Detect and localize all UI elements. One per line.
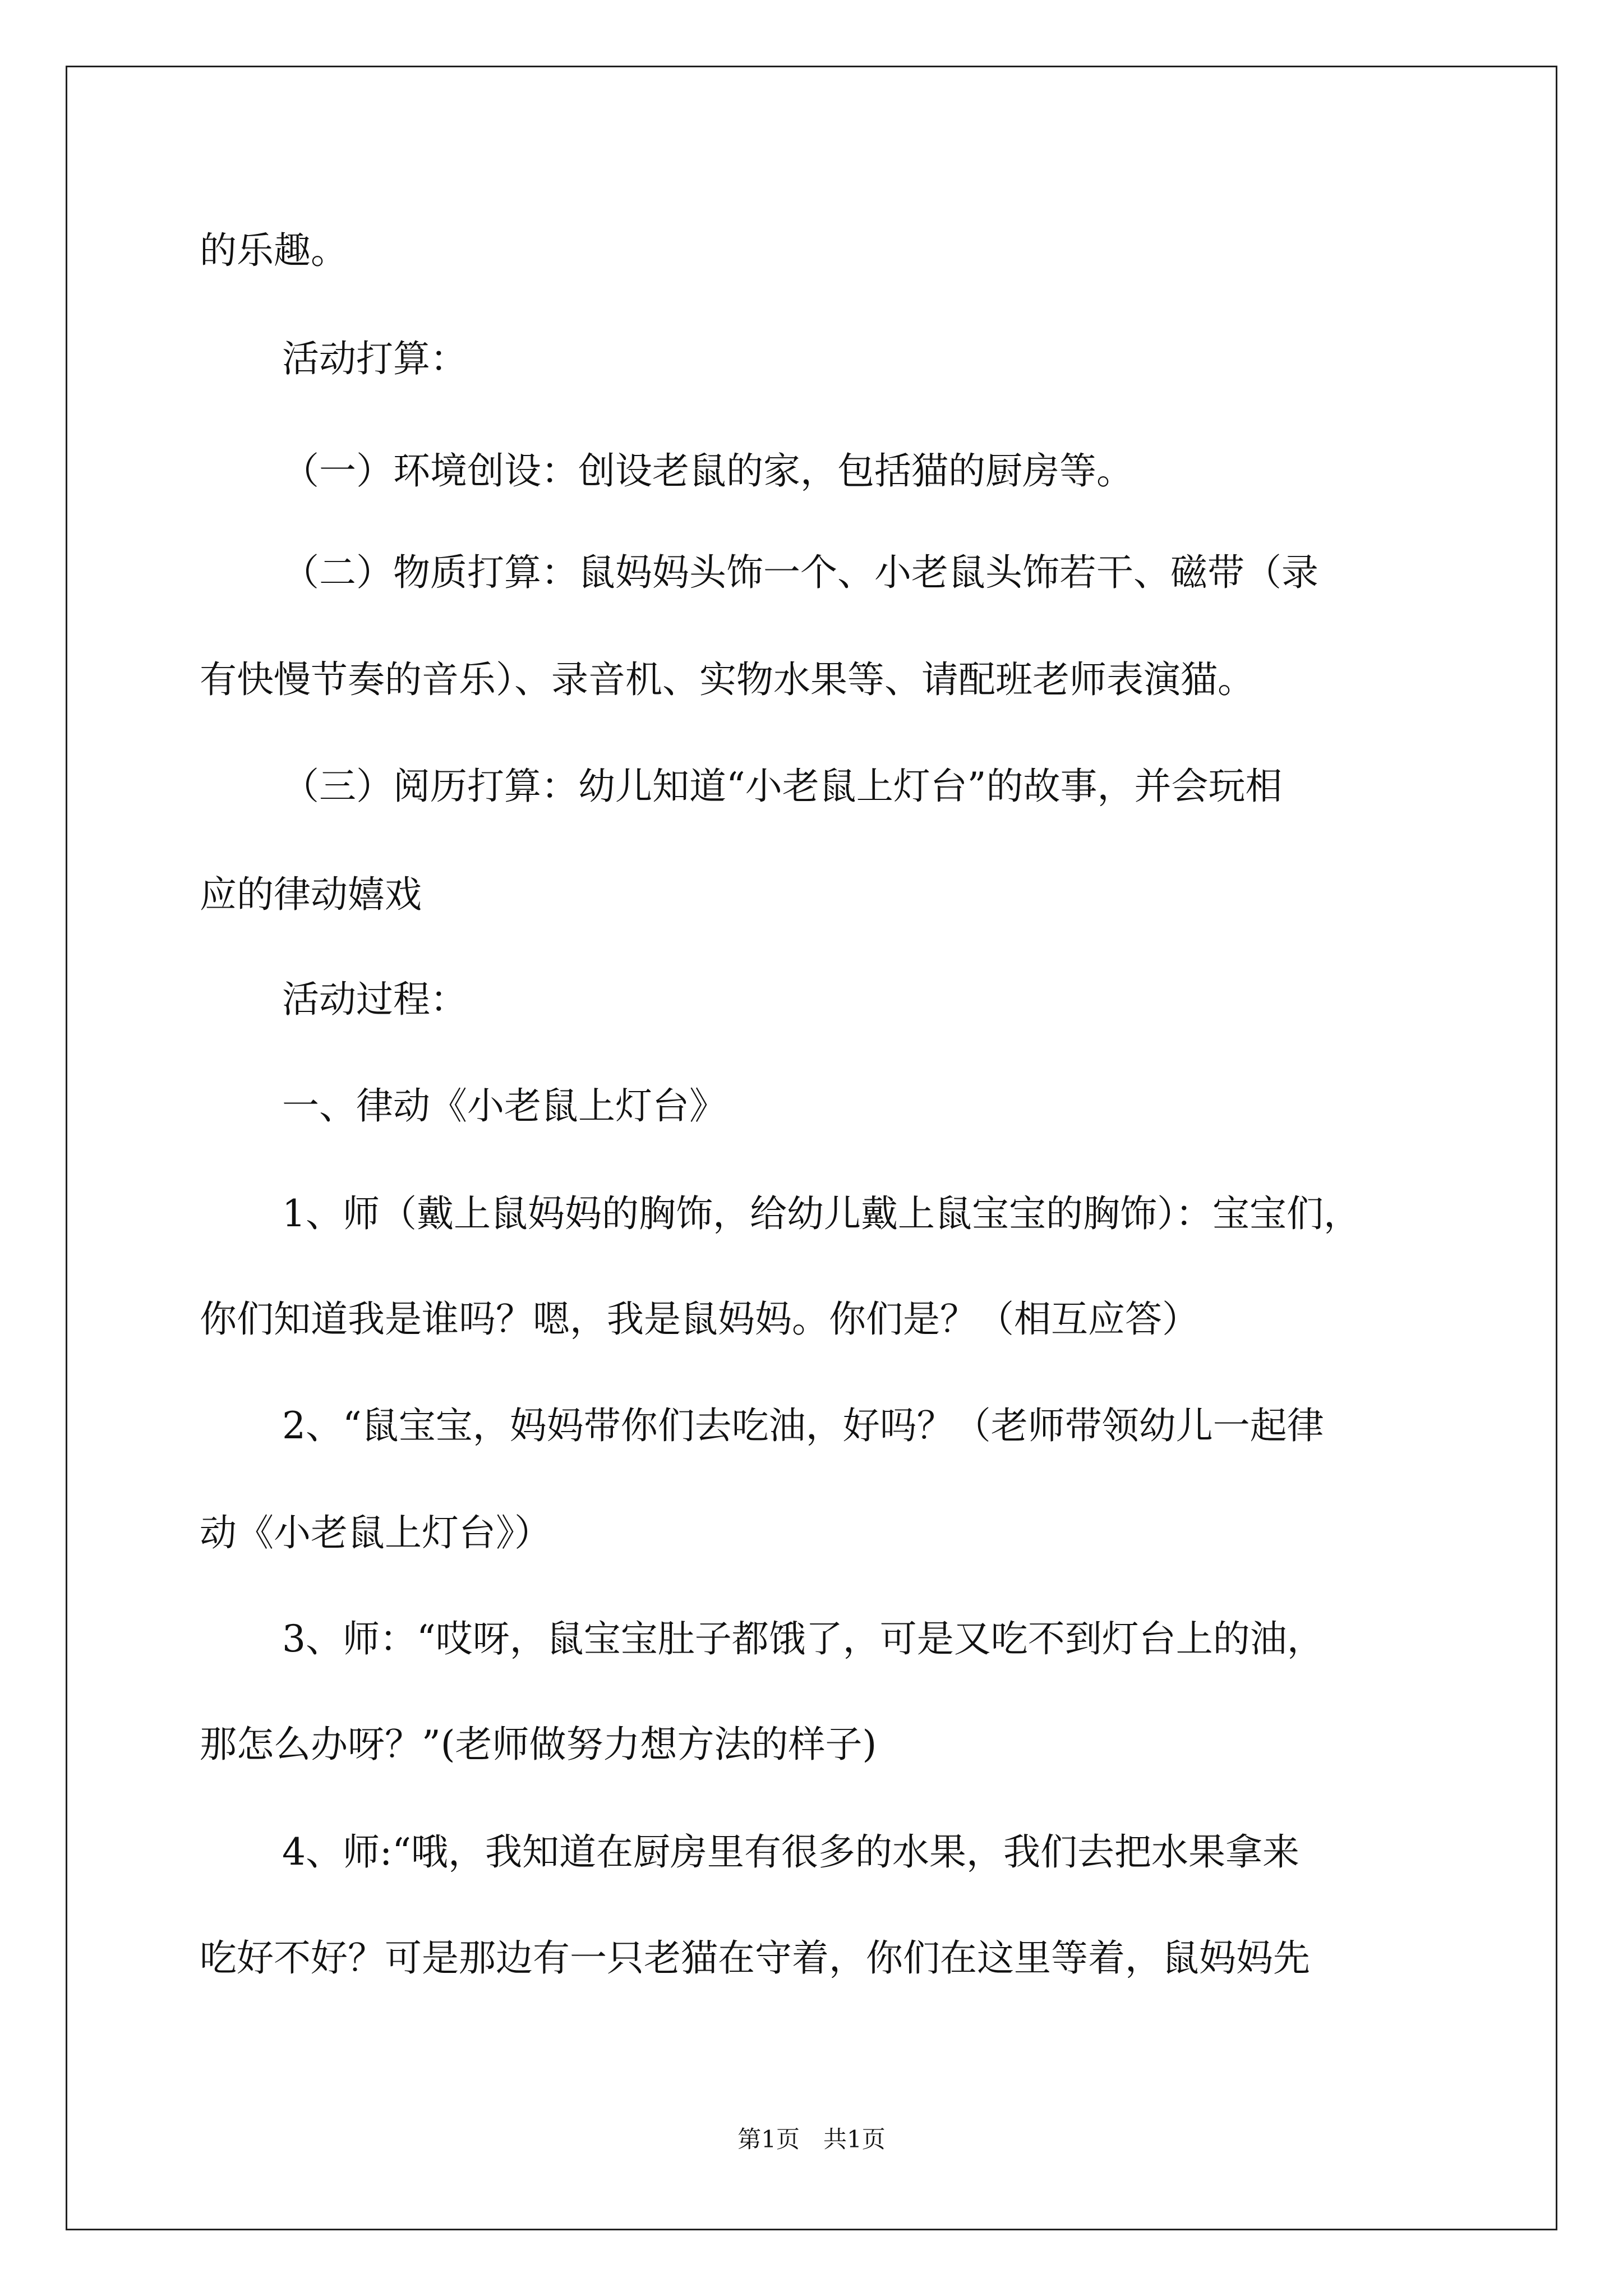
- page-border: [66, 66, 1557, 2230]
- text-line-8: 活动过程：: [282, 978, 467, 1021]
- text-line-2: 活动打算：: [282, 337, 467, 380]
- text-line-6: （三）阅历打算：幼儿知道“小老鼠上灯台”的故事，并会玩相: [282, 765, 1283, 808]
- text-line-3: （一）环境创设：创设老鼠的家，包括猫的厨房等。: [282, 449, 1133, 493]
- text-line-5: 有快慢节奏的音乐）、录音机、实物水果等、请配班老师表演猫。: [200, 658, 1255, 701]
- text-line-9: 一、律动《小老鼠上灯台》: [282, 1084, 726, 1128]
- text-line-1: 的乐趣。: [200, 229, 348, 272]
- text-line-13: 动《小老鼠上灯台》）: [200, 1511, 551, 1554]
- text-line-11: 你们知道我是谁吗？嗯，我是鼠妈妈。你们是？（相互应答）: [200, 1297, 1199, 1341]
- text-line-17: 吃好不好？可是那边有一只老猫在守着，你们在这里等着，鼠妈妈先: [200, 1936, 1310, 1980]
- text-line-15: 那怎么办呀？”(老师做努力想方法的样子): [200, 1723, 877, 1766]
- text-line-12: 2、“鼠宝宝，妈妈带你们去吃油，好吗？（老师带领幼儿一起律: [282, 1404, 1324, 1447]
- text-line-16: 4、师:“哦，我知道在厨房里有很多的水果，我们去把水果拿来: [282, 1830, 1299, 1874]
- text-line-4: （二）物质打算：鼠妈妈头饰一个、小老鼠头饰若干、磁带（录: [282, 551, 1318, 594]
- text-line-10: 1、师（戴上鼠妈妈的胸饰，给幼儿戴上鼠宝宝的胸饰）：宝宝们，: [282, 1192, 1361, 1235]
- text-line-7: 应的律动嬉戏: [200, 873, 422, 916]
- text-line-14: 3、师：“哎呀，鼠宝宝肚子都饿了，可是又吃不到灯台上的油，: [282, 1617, 1324, 1660]
- page-footer: 第1页 共1页: [737, 2125, 886, 2153]
